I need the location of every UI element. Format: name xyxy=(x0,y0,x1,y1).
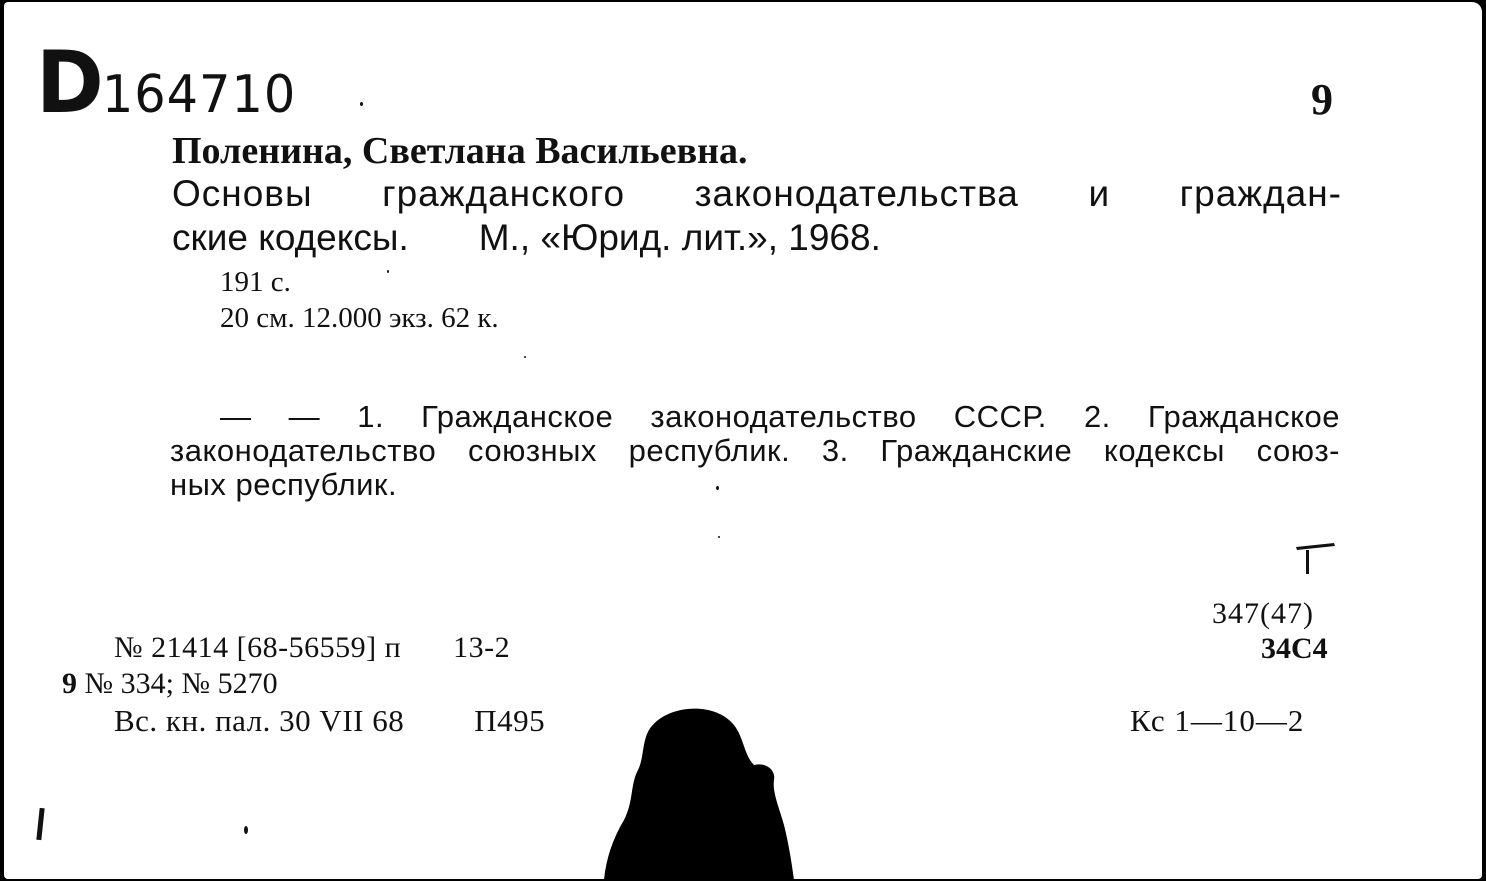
classification-code: 34С4 xyxy=(1261,632,1328,665)
order-line xyxy=(114,633,510,663)
subject-line-2: законодательство союзных республик. 3. Гражданские кодексы союз- xyxy=(170,433,1340,468)
registration-prefix: 9 xyxy=(62,667,77,700)
speck xyxy=(718,536,720,538)
order-code: 13-2 xyxy=(453,631,511,664)
registration-numbers: № 334; № 5270 xyxy=(84,667,278,700)
dimensions-print-run-price: 20 см. 12.000 экз. 62 к. xyxy=(220,302,499,334)
card-number: 9 xyxy=(1311,75,1333,124)
speck xyxy=(387,270,389,273)
kc-code: Кс 1—10—2 xyxy=(1130,703,1305,738)
handwritten-digits: 164710 xyxy=(101,65,297,125)
catalog-card xyxy=(4,2,1482,879)
t-mark-icon xyxy=(1294,536,1340,578)
subject-line-3: ных республик. xyxy=(170,467,398,502)
order-number: № 21414 [68-56559] п xyxy=(114,631,402,664)
registration-line xyxy=(62,669,278,699)
title-line-1: Основы гражданского законодательства и граждан- xyxy=(172,173,1342,214)
ink-blot-mark xyxy=(594,700,794,879)
handwritten-inventory-number xyxy=(36,33,297,133)
imprint: М., «Юрид. лит.», 1968. xyxy=(478,217,881,258)
subject-line-1: — — 1. Гражданское законодательство СССР. 2. Гражданское xyxy=(220,399,1340,434)
chamber-code: П495 xyxy=(474,703,546,738)
book-chamber-date: Вс. кн. пал. 30 VII 68 xyxy=(114,703,405,738)
speck xyxy=(524,356,526,358)
handwritten-prefix: D xyxy=(36,33,102,133)
title-block xyxy=(172,172,1342,260)
title-end: ские кодексы. xyxy=(172,217,409,258)
speck xyxy=(360,102,363,106)
subject-headings xyxy=(170,400,1340,502)
speck xyxy=(244,826,248,834)
book-chamber-line xyxy=(114,705,545,736)
author-heading: Поленина, Светлана Васильевна. xyxy=(172,130,748,172)
pen-mark xyxy=(36,808,44,840)
speck xyxy=(716,486,719,490)
classification-index: 347(47) xyxy=(1212,597,1314,630)
pagination: 191 с. xyxy=(220,266,291,298)
title-line-2 xyxy=(172,216,1342,260)
